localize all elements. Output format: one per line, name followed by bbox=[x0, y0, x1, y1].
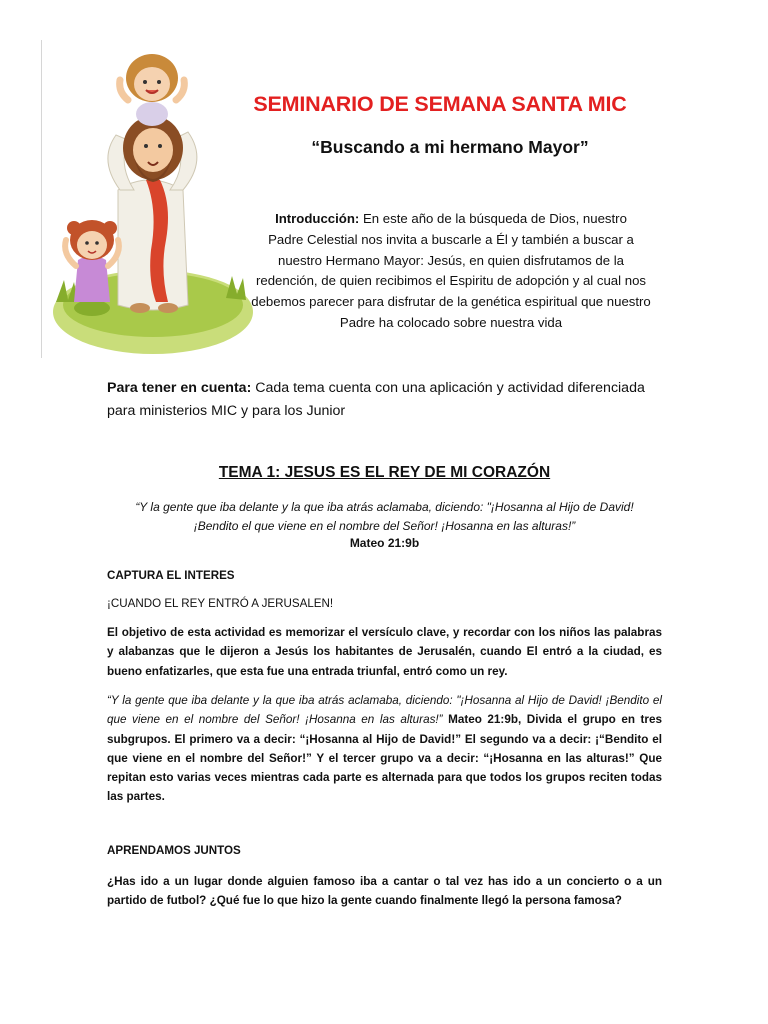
captura-paragraph-2-text: Mateo 21:9b, Divida el grupo en tres subgrupos. El primero va a decir: “¡Hosanna al Hijo de David!” El segundo va a decir: ¡“Bendito el que viene en el nombre del Señor!” Y el tercer grupo va a decir: “¡Hosanna en las alturas!” Que repitan esto varias veces mientras cada parte es alternada para que todos los grupos reciten todas las partes. bbox=[107, 713, 662, 804]
intro-line-3: nuestro Hermano Mayor: Jesús, en quien disfrutamos de la bbox=[278, 252, 624, 268]
verse-reference: Mateo 21:9b bbox=[349, 536, 420, 550]
key-verse bbox=[107, 498, 662, 535]
note-text: Cada tema cuenta con una aplicación y actividad diferenciada para ministerios MIC y para los Junior bbox=[107, 380, 645, 419]
intro-line-4: redención, de quien recibimos el Espiritu de adopción y al cual nos bbox=[256, 273, 646, 289]
aprendamos-paragraph: ¿Has ido a un lugar donde alguien famoso iba a cantar o tal vez has ido a un concierto o a un partido de futbol? ¿Qué fue lo que hizo la gente cuando finalmente llegó la persona famosa? bbox=[107, 875, 662, 908]
intro-line-6: Padre ha colocado sobre nuestra vida bbox=[339, 314, 563, 330]
captura-paragraph-1: El objetivo de esta actividad es memorizar el versículo clave, y recordar con los niños las palabras y alabanzas que le dijeron a Jesús los habitantes de Jerusalén, cuando El entró a la ciudad, es bueno enfatizarles, que esta fue una entrada triunfal, entró como un rey. bbox=[107, 626, 662, 678]
captura-paragraph-2 bbox=[107, 691, 662, 807]
note-paragraph bbox=[107, 377, 672, 423]
intro-line-2: Padre Celestial nos invita a buscarle a Él y también a buscar a bbox=[268, 231, 634, 247]
note-label: Para tener en cuenta: bbox=[107, 380, 252, 396]
document-subtitle: “Buscando a mi hermano Mayor” bbox=[311, 137, 589, 157]
tema-title: TEMA 1: JESUS ES EL REY DE MI CORAZÓN bbox=[218, 464, 551, 481]
aprendamos-heading: APRENDAMOS JUNTOS bbox=[107, 844, 241, 857]
document-title: SEMINARIO DE SEMANA SANTA MIC bbox=[253, 92, 627, 116]
intro-line-5: debemos parecer para disfrutar de la genética espiritual que nuestro bbox=[251, 294, 651, 310]
intro-paragraph bbox=[236, 209, 666, 334]
captura-heading: CAPTURA EL INTERES bbox=[107, 569, 235, 582]
key-verse-line-2: ¡Bendito el que viene en el nombre del Señor! ¡Hosanna en las alturas!” bbox=[193, 518, 576, 533]
jesus-children-illustration bbox=[48, 40, 253, 362]
captura-paragraph-2-verse: “Y la gente que iba delante y la que iba atrás aclamaba, diciendo: "¡Hosanna al Hijo de David! ¡Bendito el que viene en el nombre del Señor! ¡Hosanna en las alturas!” bbox=[107, 694, 662, 727]
intro-label: Introducción: bbox=[275, 211, 360, 226]
captura-subheading: ¡CUANDO EL REY ENTRÓ A JERUSALEN! bbox=[107, 597, 334, 610]
margin-rule bbox=[41, 40, 42, 358]
key-verse-line-1: “Y la gente que iba delante y la que iba atrás aclamaba, diciendo: "¡Hosanna al Hijo de David! bbox=[135, 500, 634, 514]
intro-line-1: En este año de la búsqueda de Dios, nuestro bbox=[359, 211, 627, 226]
